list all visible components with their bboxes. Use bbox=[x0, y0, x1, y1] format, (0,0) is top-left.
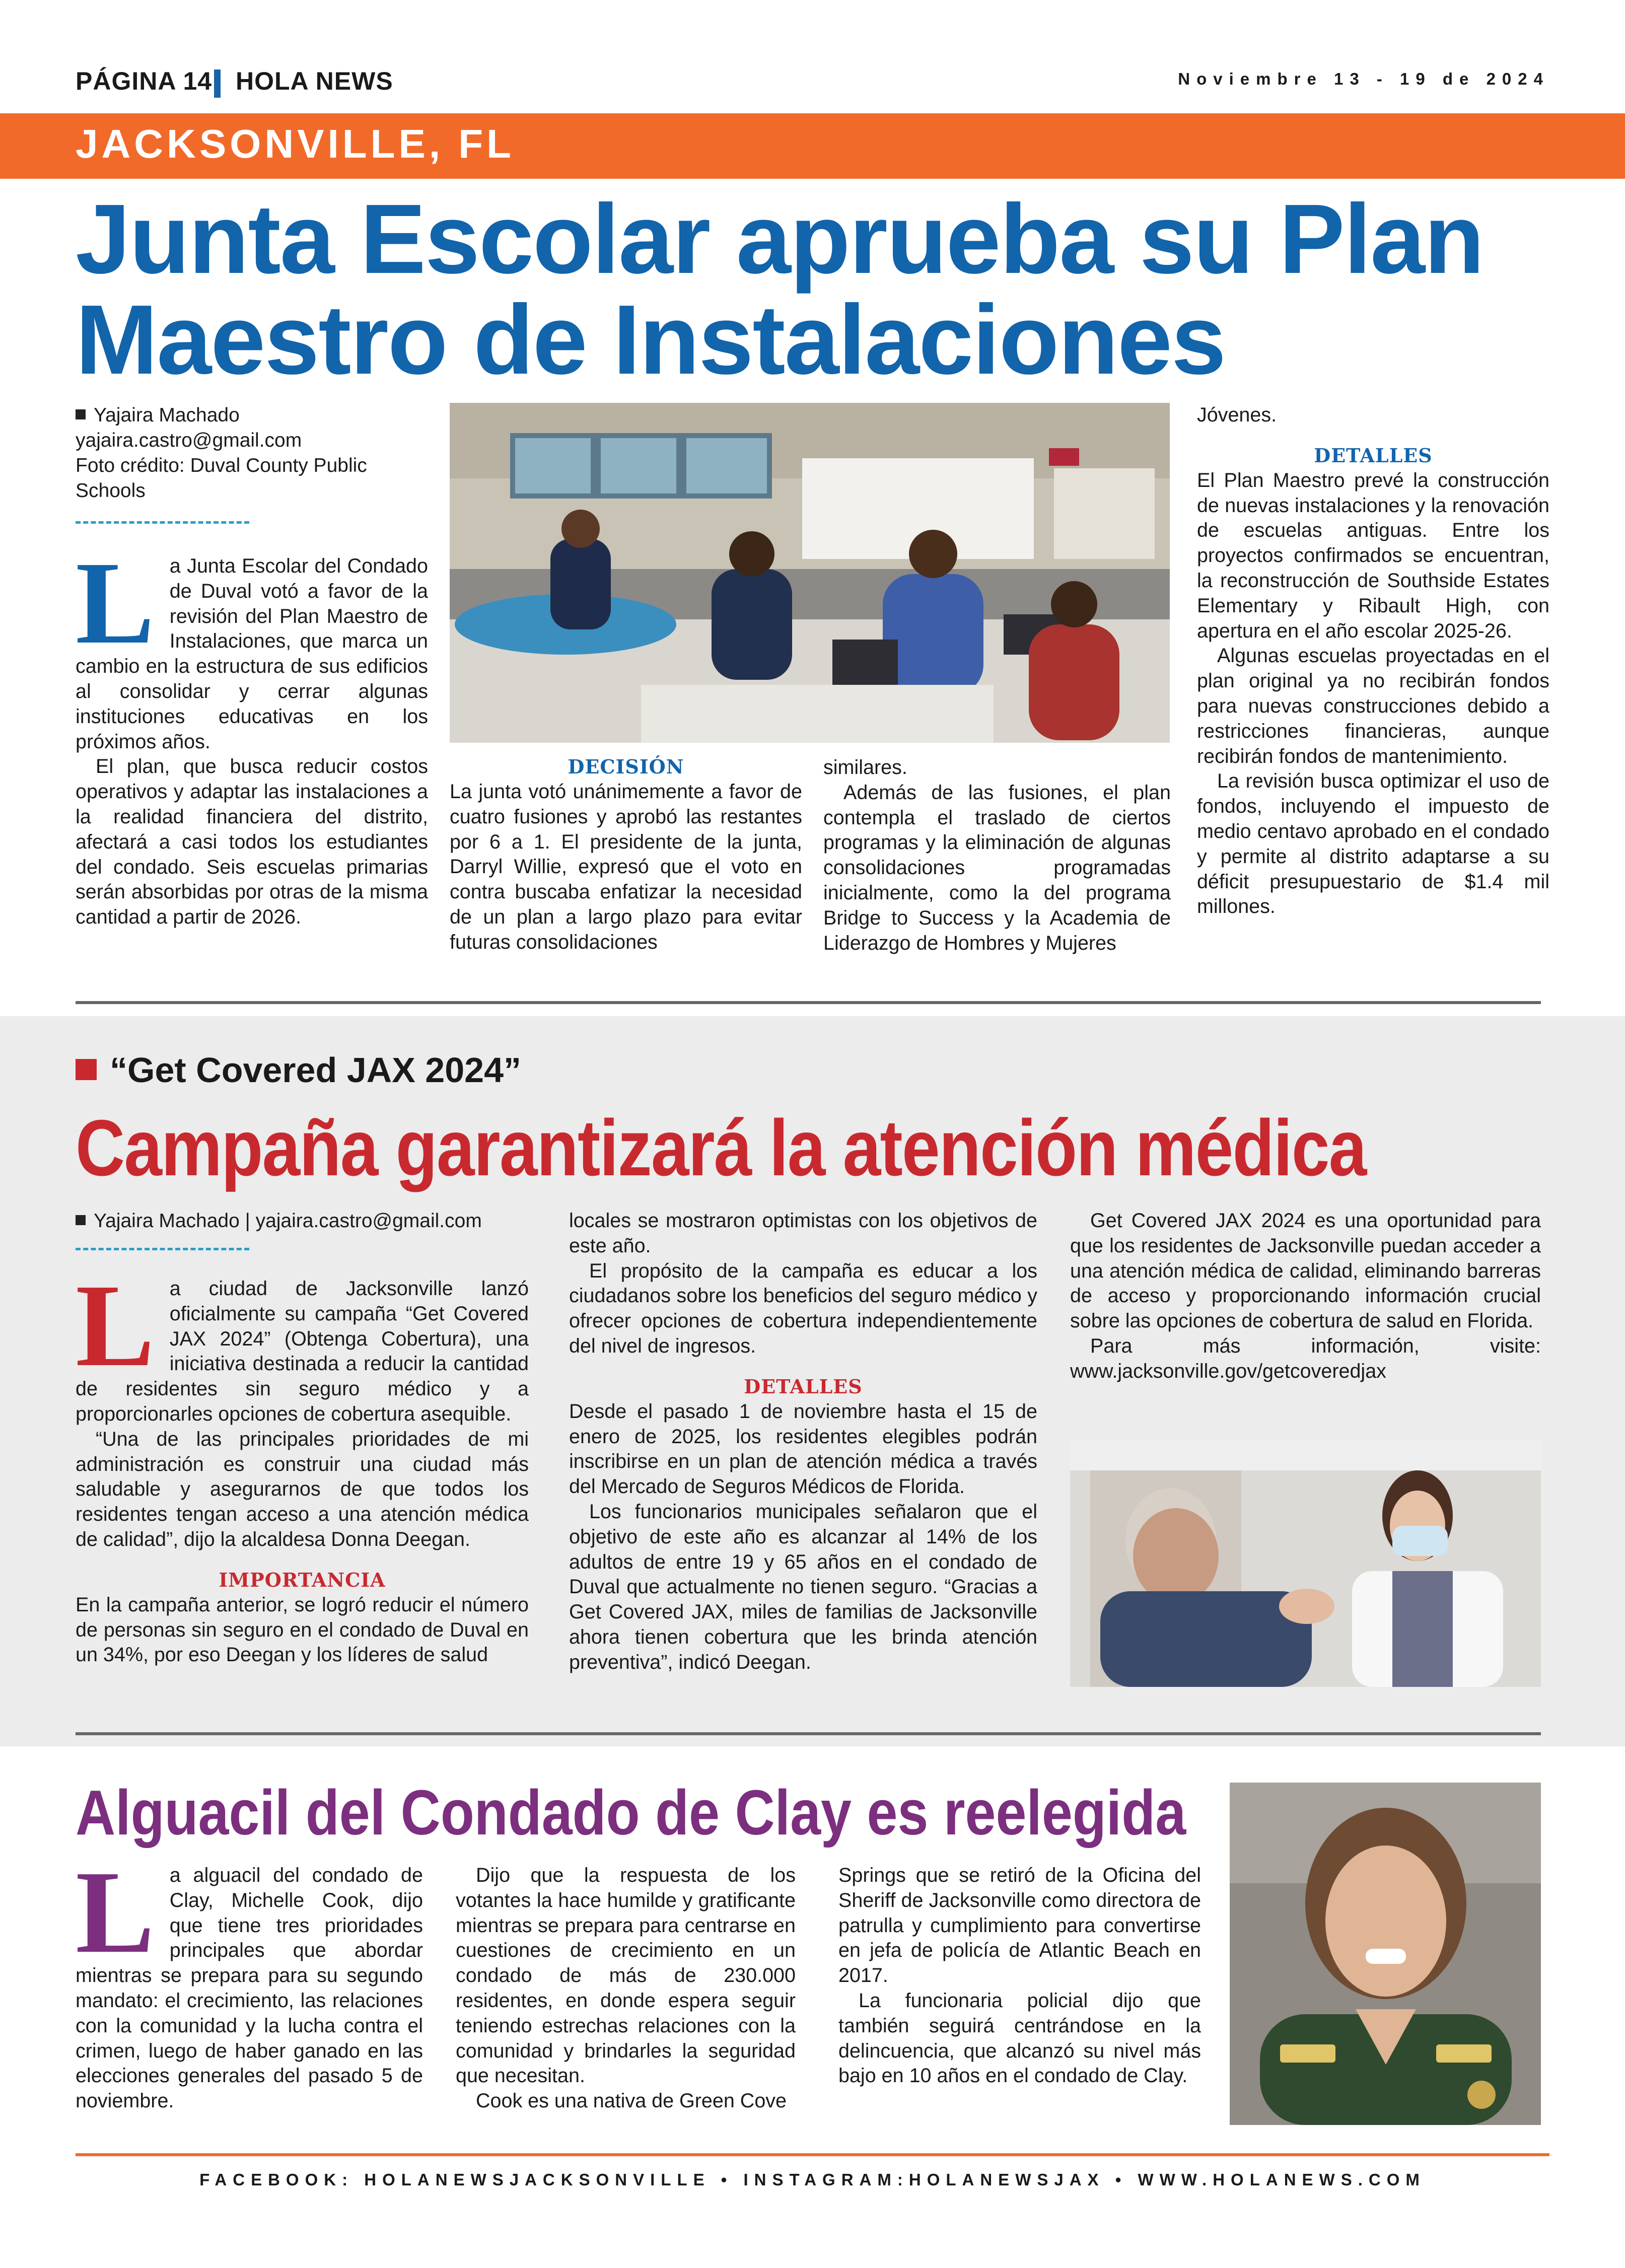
story2-paragraph: Get Covered JAX 2024 es una oportunidad para que los residentes de Jacksonville puedan acceder a una atención médica de calidad, eliminando barreras de acceso y proporcionando información crucial sobre las opciones de cobertura de salud en Florida. bbox=[1070, 1210, 1541, 1332]
story2-kicker bbox=[76, 1050, 521, 1090]
story3-paragraph: a alguacil del condado de Clay, Michelle Cook, dijo que tiene tres prioridades principales que abordar mientras se prepara para su segundo mandato: el crecimiento, las relaciones con la comunidad y la lucha contra el crimen, luego de haber ganado en las elecciones generales del pasado 5 de noviembre. bbox=[76, 1864, 423, 2112]
doctor-patient-photo bbox=[1070, 1440, 1541, 1687]
sheriff-portrait-illustration bbox=[1230, 1783, 1541, 2125]
story2-paragraph: Desde el pasado 1 de noviembre hasta el 15 de enero de 2025, los residentes elegibles podrán inscribirse en un plan de atención médica a través del Mercado de Seguros Médicos de Florida. bbox=[569, 1400, 1037, 1498]
doctor-patient-illustration bbox=[1070, 1440, 1541, 1687]
story3-column-1 bbox=[76, 1847, 423, 2114]
story1-subhead-details: DETALLES bbox=[1314, 444, 1433, 467]
story1-paragraph: similares. bbox=[823, 756, 907, 778]
story1-paragraph: La junta votó unánimemente a favor de cuatro fusiones y aprobó las restantes por 6 a 1. El presidente de la junta, Darryl Willie, expresó que el voto en contra buscaba enfatizar la necesidad de un plan a largo plazo para evitar futuras consolidaciones bbox=[450, 781, 802, 953]
kicker-bullet bbox=[76, 1059, 97, 1080]
story2-byline-text: Yajaira Machado | yajaira.castro@gmail.com bbox=[94, 1210, 482, 1232]
story2-byline bbox=[76, 1209, 579, 1234]
story1-byline bbox=[76, 403, 428, 504]
story1-column-4 bbox=[1197, 403, 1549, 919]
story3-column-3 bbox=[838, 1863, 1201, 2089]
story1-column-2 bbox=[450, 754, 802, 955]
story1-headline: Junta Escolar aprueba su Plan Maestro de Instalaciones bbox=[76, 184, 1483, 395]
story2-link-paragraph[interactable]: Para más información, visite: www.jacksonville.gov/getcoveredjax bbox=[1070, 1334, 1541, 1382]
story2-column-1 bbox=[76, 1260, 529, 1668]
story3-paragraph: Springs que se retiró de la Oficina del Sheriff de Jacksonville como directora de patrulla y cumplimiento para convertirse en jefa de policía de Atlantic Beach en 2017. bbox=[838, 1864, 1201, 1987]
story1-dropcap: L bbox=[76, 537, 155, 668]
story2-subhead-importance: IMPORTANCIA bbox=[219, 1568, 386, 1591]
byline-divider bbox=[76, 1248, 249, 1250]
footer-social-links: FACEBOOK: HOLANEWSJACKSONVILLE • INSTAGRAM:HOLANEWSJAX • WWW.HOLANEWS.COM bbox=[199, 2170, 1426, 2189]
story1-email: yajaira.castro@gmail.com bbox=[76, 430, 302, 451]
story3-paragraph: Dijo que la respuesta de los votantes la hace humilde y gratificante mientras se prepara para centrarse en cuestiones de crecimiento en un condado de más de 230.000 residentes, en donde espera seguir teniendo estrechas relaciones con la comunidad y brindarles la seguridad que necesitan. bbox=[456, 1864, 796, 2087]
story2-paragraph: a ciudad de Jacksonville lanzó oficialmente su campaña “Get Covered JAX 2024” (Obtenga Cobertura), una iniciativa destinada a reducir la cantidad de residentes sin seguro médico y a proporcionarles opciones de cobertura asequible. bbox=[76, 1278, 529, 1425]
story2-paragraph: locales se mostraron optimistas con los objetivos de este año. bbox=[569, 1210, 1037, 1257]
footer-divider bbox=[76, 2153, 1549, 2156]
story1-column-1 bbox=[76, 537, 428, 930]
section-divider bbox=[76, 1732, 1541, 1735]
story3-paragraph: La funcionaria policial dijo que también seguirá centrándose en la delincuencia, que alcanzó su nivel más bajo en 10 años en el condado de Clay. bbox=[838, 1989, 1201, 2087]
byline-divider bbox=[76, 521, 249, 524]
story3-paragraph: Cook es una nativa de Green Cove bbox=[476, 2090, 787, 2112]
section-title: JACKSONVILLE, FL bbox=[76, 121, 515, 166]
header-divider bbox=[214, 69, 221, 98]
story1-author: Yajaira Machado bbox=[94, 404, 240, 426]
story2-kicker-text: “Get Covered JAX 2024” bbox=[110, 1050, 522, 1090]
story1-paragraph: a Junta Escolar del Condado de Duval votó a favor de la revisión del Plan Maestro de Instalaciones, que marca un cambio en la estructura de sus edificios al consolidar y cerrar algunas instituciones educativas en los próximos años. bbox=[76, 555, 428, 753]
story2-dropcap: L bbox=[76, 1260, 155, 1391]
section-divider bbox=[76, 1001, 1541, 1004]
story1-subhead-decision: DECISIÓN bbox=[568, 755, 684, 778]
sheriff-portrait bbox=[1230, 1783, 1541, 2125]
story2-paragraph: “Una de las principales prioridades de mi administración es construir una ciudad más saludable y asegurarnos de que todos los residentes tengan acceso a una atención médica de calidad”, dijo la alcaldesa Donna Deegan. bbox=[76, 1428, 529, 1550]
issue-date: Noviembre 13 - 19 de 2024 bbox=[1178, 69, 1549, 88]
story1-photo-credit: Foto crédito: Duval County Public Schools bbox=[76, 455, 367, 502]
story2-paragraph: Los funcionarios municipales señalaron que el objetivo de este año es alcanzar al 14% de los adultos de entre 19 y 65 años en el condado de Duval que actualmente no tienen seguro. “Gracias a Get Covered JAX, miles de familias de Jacksonville ahora tienen cobertura que les brinda atención preventiva”, indicó Deegan. bbox=[569, 1500, 1037, 1673]
story3-column-2 bbox=[456, 1863, 796, 2114]
story2-headline: Campaña garantizará la atención médica bbox=[76, 1104, 1366, 1192]
story1-paragraph: La revisión busca optimizar el uso de fondos, incluyendo el impuesto de medio centavo aprobado en el condado y permite al distrito adaptarse a su déficit presupuestario de $1.4 mil millones. bbox=[1197, 770, 1549, 918]
classroom-photo-illustration bbox=[450, 403, 1170, 743]
story2-column-2 bbox=[569, 1209, 1037, 1675]
story1-column-3 bbox=[823, 755, 1171, 956]
story1-paragraph: El Plan Maestro prevé la construcción de nuevas instalaciones y la renovación de escuelas antiguas. Entre los proyectos confirmados se encuentran, la reconstrucción de Southside Estates Elementary y Ribault High, con apertura en el año escolar 2025-26. bbox=[1197, 469, 1549, 642]
story2-column-3 bbox=[1070, 1209, 1541, 1384]
story2-paragraph: El propósito de la campaña es educar a los ciudadanos sobre los beneficios del seguro médico y ofrecer opciones de cobertura independientemente del nivel de ingresos. bbox=[569, 1259, 1037, 1357]
story3-dropcap: L bbox=[76, 1847, 155, 1977]
story1-paragraph: Además de las fusiones, el plan contempla el traslado de ciertos programas y la eliminación de algunas consolidaciones programadas inicialmente, como la del programa Bridge to Success y la Academia de Liderazgo de Hombres y Mujeres bbox=[823, 781, 1171, 954]
story2-paragraph: En la campaña anterior, se logró reducir el número de personas sin seguro en el condado de Duval en un 34%, por eso Deegan y los líderes de salud bbox=[76, 1593, 529, 1666]
story1-paragraph: Jóvenes. bbox=[1197, 404, 1277, 426]
page-number: PÁGINA 14 bbox=[76, 67, 213, 95]
story2-subhead-details: DETALLES bbox=[744, 1375, 863, 1398]
byline-bullet bbox=[76, 1215, 86, 1225]
story3-headline: Alguacil del Condado de Clay es reelegida bbox=[76, 1777, 1186, 1848]
byline-bullet bbox=[76, 409, 86, 419]
story1-paragraph: Algunas escuelas proyectadas en el plan original ya no recibirán fondos para nuevas construcciones debido a restricciones financieras, aunque recibirán fondos de mantenimiento. bbox=[1197, 645, 1549, 767]
classroom-photo bbox=[450, 403, 1170, 743]
publication-name: HOLA NEWS bbox=[236, 67, 393, 95]
story1-paragraph: El plan, que busca reducir costos operativos y adaptar las instalaciones a la realidad financiera del distrito, afectará a casi todos los estudiantes del condado. Seis escuelas primarias serán absorbidas por otras de la misma cantidad a partir de 2026. bbox=[76, 755, 428, 929]
